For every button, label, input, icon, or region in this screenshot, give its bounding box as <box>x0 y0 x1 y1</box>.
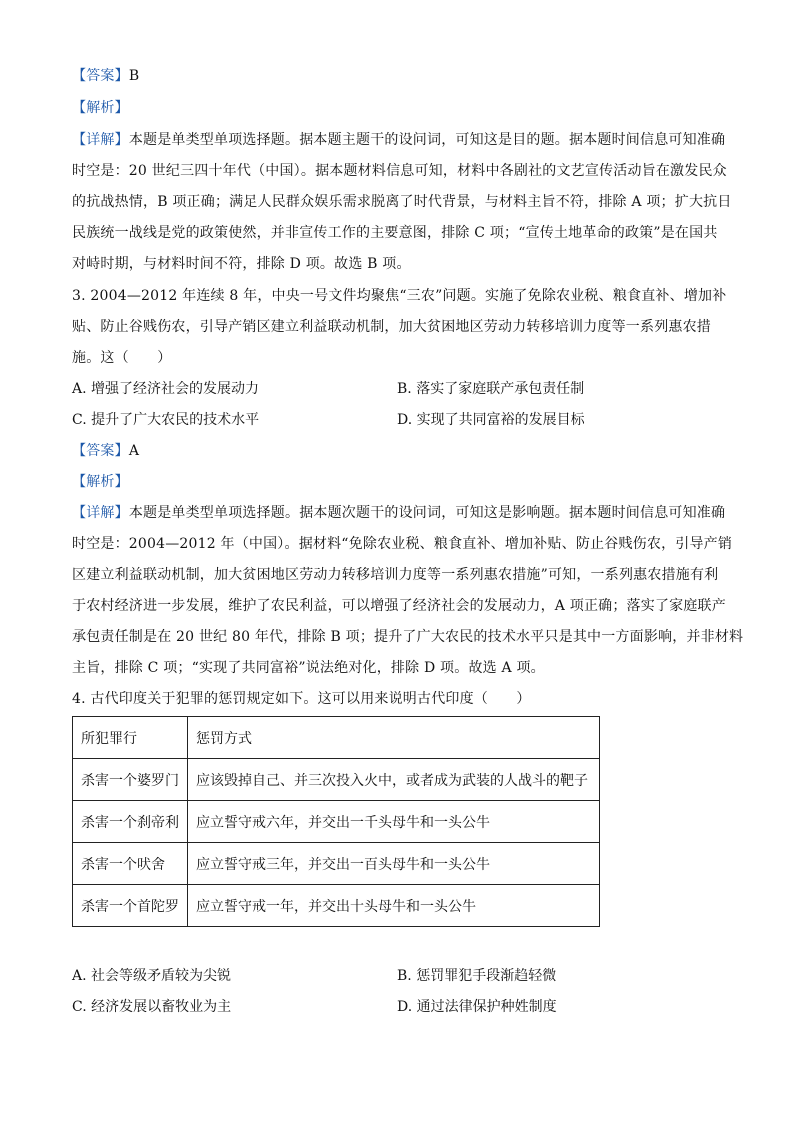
detail-tag: 【详解】 <box>72 505 129 521</box>
answer-tag: 【答案】 <box>72 68 129 84</box>
q3-analysis-heading <box>72 472 722 492</box>
analysis-tag: 【解析】 <box>72 474 129 490</box>
q4-option-a[interactable]: A. 社会等级矛盾较为尖锐 <box>72 968 232 984</box>
q3-detail-text: 本题是单类型单项选择题。据本题次题干的设问词，可知这是影响题。据本题时间信息可知准确 <box>128 505 726 521</box>
q3-option-d[interactable]: D. 实现了共同富裕的发展目标 <box>397 412 585 428</box>
table-cell-punishment: 应立誓守戒三年，并交出一百头母牛和一头公牛 <box>188 843 600 885</box>
q3-option-b[interactable]: B. 落实了家庭联产承包责任制 <box>397 381 585 397</box>
answer-value: B <box>128 68 140 84</box>
analysis-tag: 【解析】 <box>72 100 129 116</box>
table-cell-crime: 杀害一个婆罗门 <box>73 759 188 801</box>
q4-option-d[interactable]: D. 通过法律保护种姓制度 <box>397 999 557 1015</box>
q3-stem-line: 施。这（ ） <box>72 350 172 366</box>
q2-analysis-heading <box>72 98 722 118</box>
q2-answer <box>72 66 722 86</box>
q3-detail-line: 于农村经济进一步发展，维护了农民利益，可以增强了经济社会的发展动力，A 项正确；落实了家庭联产 <box>72 598 726 614</box>
q3-option-c[interactable]: C. 提升了广大农民的技术水平 <box>72 412 260 428</box>
table-cell-crime: 杀害一个刹帝利 <box>73 801 188 843</box>
table-header-row <box>73 717 600 759</box>
table-header-crime: 所犯罪行 <box>73 717 188 759</box>
q3-detail-line <box>72 503 726 523</box>
q3-detail-line: 承包责任制是在 20 世纪 80 年代，排除 B 项；提升了广大农民的技术水平只是其中一方面影响，并非材料 <box>72 629 744 645</box>
q3-option-a[interactable]: A. 增强了经济社会的发展动力 <box>72 381 260 397</box>
q3-detail-line: 时空是：2004—2012 年（中国）。据材料“免除农业税、粮食直补、增加补贴、防止谷贱伤农，引导产销 <box>72 536 733 552</box>
q3-detail-line: 区建立利益联动机制，加大贫困地区劳动力转移培训力度等一系列惠农措施”可知，一系列惠农措施有利 <box>72 567 719 583</box>
q2-detail-line <box>72 130 726 150</box>
table-cell-crime: 杀害一个首陀罗 <box>73 885 188 927</box>
table-row <box>73 759 600 801</box>
q3-detail-line: 主旨，排除 C 项；“实现了共同富裕”说法绝对化，排除 D 项。故选 A 项。 <box>72 660 545 676</box>
q3-answer <box>72 441 722 461</box>
table-cell-crime: 杀害一个吠舍 <box>73 843 188 885</box>
table-row <box>73 885 600 927</box>
table-row <box>73 843 600 885</box>
table-row <box>73 801 600 843</box>
table-cell-punishment: 应该毁掉自己、并三次投入火中，或者成为武装的人战斗的靶子 <box>188 759 600 801</box>
q3-stem-line: 3. 2004—2012 年连续 8 年，中央一号文件均聚焦“三农”问题。实施了免除农业税、粮食直补、增加补 <box>72 288 727 304</box>
q2-detail-line: 对峙时期，与材料时间不符，排除 D 项。故选 B 项。 <box>72 256 411 272</box>
q2-detail-line: 时空是：20 世纪三四十年代（中国）。据本题材料信息可知，材料中各剧社的文艺宣传活动旨在激发民众 <box>72 163 727 179</box>
table-cell-punishment: 应立誓守戒六年，并交出一千头母牛和一头公牛 <box>188 801 600 843</box>
q2-detail-text: 本题是单类型单项选择题。据本题主题干的设问词，可知这是目的题。据本题时间信息可知准确 <box>128 132 726 148</box>
detail-tag: 【详解】 <box>72 132 129 148</box>
answer-tag: 【答案】 <box>72 443 129 459</box>
table-cell-punishment: 应立誓守戒一年，并交出十头母牛和一头公牛 <box>188 885 600 927</box>
q2-detail-line: 民族统一战线是党的政策使然，并非宣传工作的主要意图，排除 C 项；“宣传土地革命的政策”是在国共 <box>72 225 718 241</box>
q4-option-b[interactable]: B. 惩罚罪犯手段渐趋轻微 <box>397 968 557 984</box>
q3-stem-line: 贴、防止谷贱伤农，引导产销区建立利益联动机制，加大贫困地区劳动力转移培训力度等一系列惠农措 <box>72 319 711 335</box>
punishment-table <box>72 716 600 927</box>
q4-stem: 4. 古代印度关于犯罪的惩罚规定如下。这可以用来说明古代印度（ ） <box>72 691 531 707</box>
q2-detail-line: 的抗战热情，B 项正确；满足人民群众娱乐需求脱离了时代背景，与材料主旨不符，排除 A 项；扩大抗日 <box>72 194 732 210</box>
q4-option-c[interactable]: C. 经济发展以畜牧业为主 <box>72 999 232 1015</box>
table-header-punishment: 惩罚方式 <box>188 717 600 759</box>
answer-value: A <box>128 443 140 459</box>
